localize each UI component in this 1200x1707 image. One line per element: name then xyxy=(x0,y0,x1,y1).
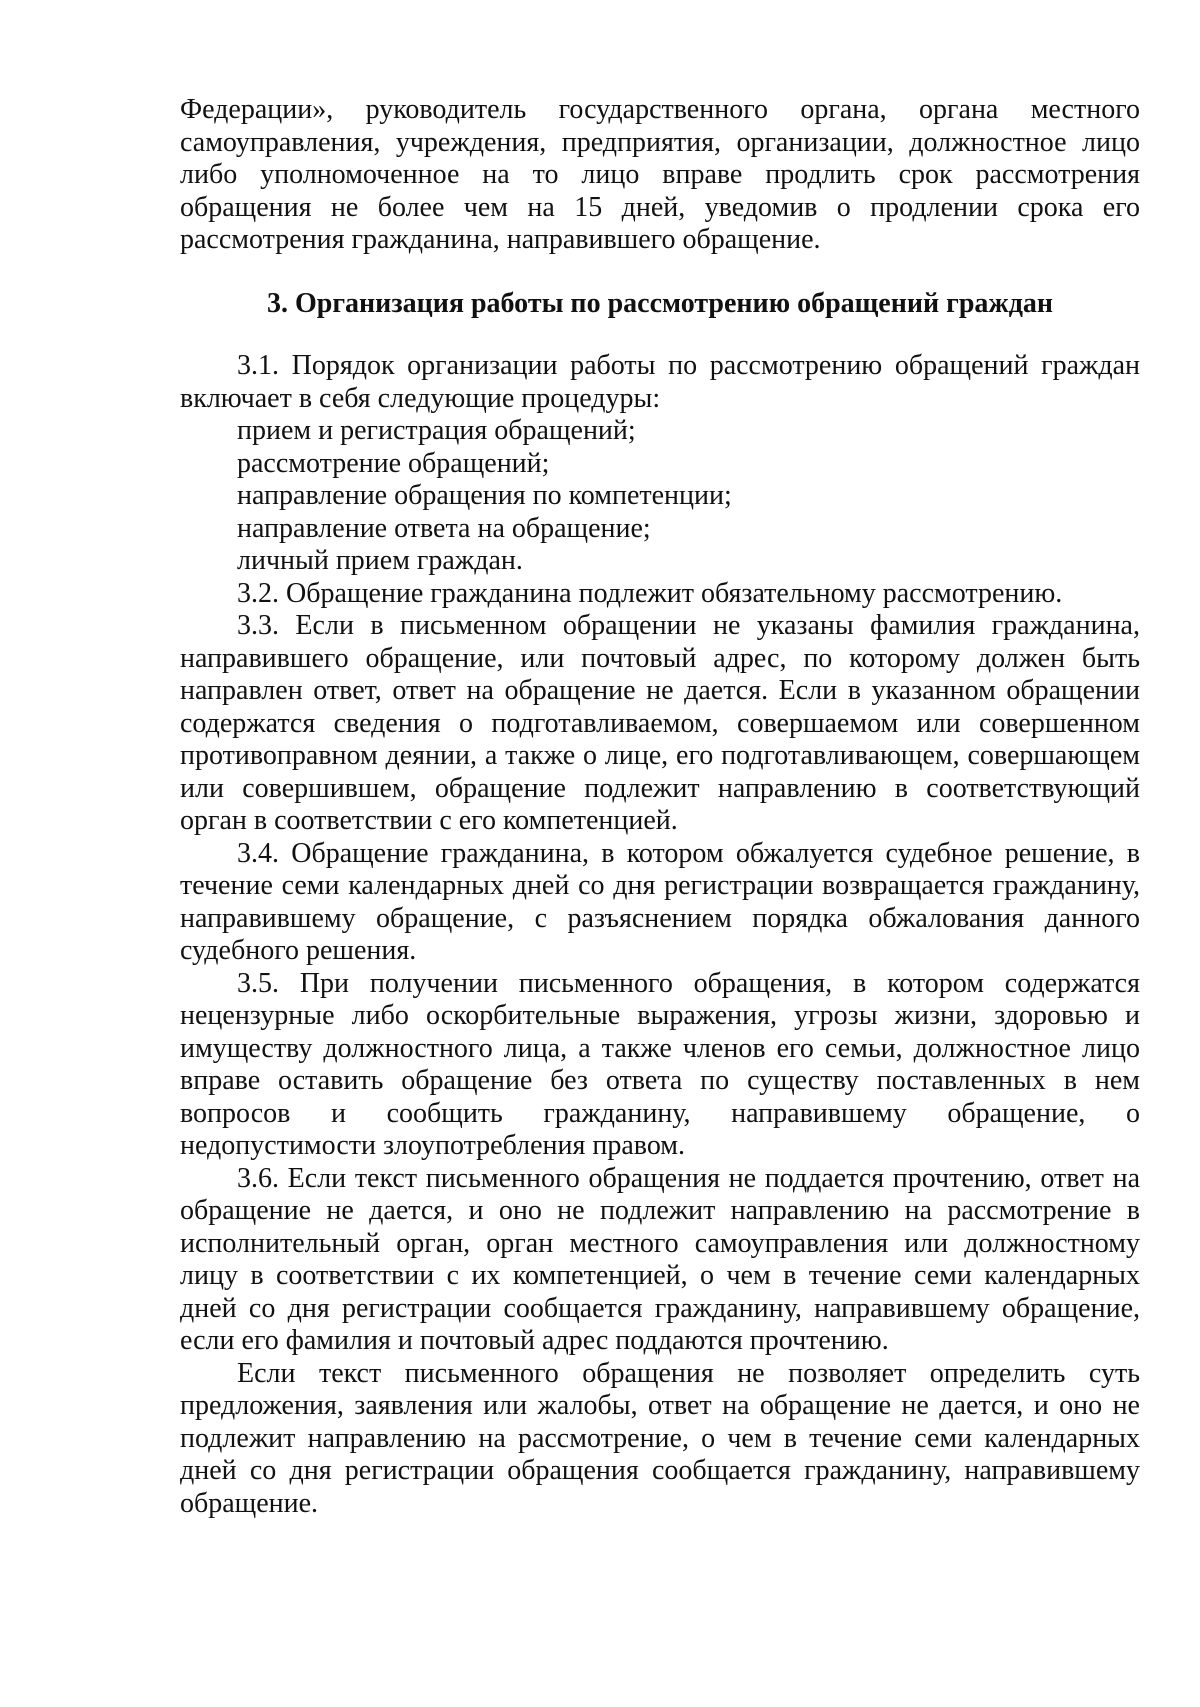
paragraph-3-1: 3.1. Порядок организации работы по рассмотрению обращений граждан включает в себя следующие процедуры: xyxy=(180,350,1140,414)
intro-paragraph: Федерации», руководитель государственного органа, органа местного самоуправления, учреждения, предприятия, организации, должностное лицо либо уполномоченное на то лицо вправе продлить срок рассмотрения обращения не более чем на 15 дней, уведомив о продлении срока его рассмотрения гражданина, направившего обращение. xyxy=(180,94,1140,255)
list-item: рассмотрение обращений; xyxy=(237,447,550,479)
paragraph-3-3: 3.3. Если в письменном обращении не указаны фамилия гражданина, направившего обращение, или почтовый адрес, по которому должен быть направлен ответ, ответ на обращение не дается. Если в указанном обращении содержатся сведения о подготавливаемом, совершаемом или совершенном противоправном деянии, а также о лице, его подготавливающем, совершающем или совершившем, обращение подлежит направлению в соответствующий орган в соответствии с его компетенцией. xyxy=(180,610,1140,836)
list-item: прием и регистрация обращений; xyxy=(237,415,636,446)
section-heading: 3. Организация работы по рассмотрению обращений граждан xyxy=(266,287,1054,319)
list-item: направление обращения по компетенции; xyxy=(237,480,732,511)
procedures-list xyxy=(180,415,1140,578)
paragraph-3-2: 3.2. Обращение гражданина подлежит обязательному рассмотрению. xyxy=(237,577,1063,609)
paragraph-3-6-continued: Если текст письменного обращения не позволяет определить суть предложения, заявления или жалобы, ответ на обращение не дается, и оно не подлежит направлению на рассмотрение, о чем в течение семи календарных дней со дня регистрации обращения сообщается гражданину, направившему обращение. xyxy=(180,1357,1140,1519)
document-page xyxy=(180,94,1140,1520)
list-item: направление ответа на обращение; xyxy=(237,512,651,544)
paragraph-3-4: 3.4. Обращение гражданина, в котором обжалуется судебное решение, в течение семи календарных дней со дня регистрации возвращается гражданину, направившему обращение, с разъяснением порядка обжалования данного судебного решения. xyxy=(180,837,1140,966)
paragraph-3-6: 3.6. Если текст письменного обращения не поддается прочтению, ответ на обращение не дается, и оно не подлежит направлению на рассмотрение в исполнительный орган, орган местного самоуправления или должностному лицу в соответствии с их компетенцией, о чем в течение семи календарных дней со дня регистрации сообщается гражданину, направившему обращение, если его фамилия и почтовый адрес поддаются прочтению. xyxy=(180,1162,1140,1356)
paragraph-3-5: 3.5. При получении письменного обращения, в котором содержатся нецензурные либо оскорбительные выражения, угрозы жизни, здоровью и имуществу должностного лица, а также членов его семьи, должностное лицо вправе оставить обращение без ответа по существу поставленных в нем вопросов и сообщить гражданину, направившему обращение, о недопустимости злоупотребления правом. xyxy=(180,967,1140,1161)
list-item: личный прием граждан. xyxy=(237,545,523,576)
